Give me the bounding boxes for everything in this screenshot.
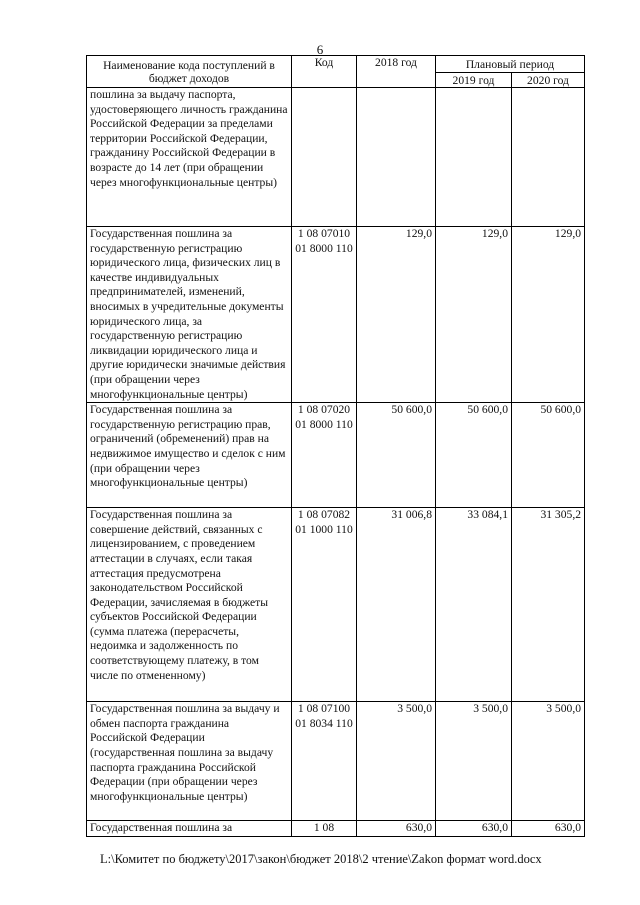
row-name: Государственная пошлина за выдачу и обмен паспорта гражданина Российской Федерации (государственная пошлина за выдачу паспорта гражданина Российской Федерации (при обращении через многофункциональные центры) [87, 702, 292, 821]
row-name: Государственная пошлина за совершение действий, связанных с лицензированием, с проведением аттестации в случаях, если такая аттестация предусмотрена законодательством Российской Федерации, зачисляемая в бюджеты субъектов Российской Федерации (сумма платежа (перерасчеты, недоимка и задолженность по соответствующему платежу, в том числе по отмененному) [87, 508, 292, 702]
row-2020 [512, 88, 585, 227]
row-2018: 31 006,8 [357, 508, 436, 702]
row-name: пошлина за выдачу паспорта, удостоверяющего личность гражданина Российской Федерации за пределами территории Российской Федерации, гражданину Российской Федерации в возрасте до 14 лет (при обращении через многофункциональные центры) [87, 88, 292, 227]
row-2020: 3 500,0 [512, 702, 585, 821]
header-planned-period: Плановый период [436, 56, 585, 73]
row-2018: 3 500,0 [357, 702, 436, 821]
row-2020: 630,0 [512, 821, 585, 837]
table-row [87, 821, 585, 837]
table-row [87, 403, 585, 508]
row-code: 1 08 07082 01 1000 110 [292, 508, 357, 702]
header-code: Код [292, 56, 357, 88]
row-code: 1 08 07020 01 8000 110 [292, 403, 357, 508]
row-2020: 31 305,2 [512, 508, 585, 702]
row-2018: 630,0 [357, 821, 436, 837]
row-code: 1 08 [292, 821, 357, 837]
row-2018 [357, 88, 436, 227]
header-2019: 2019 год [436, 73, 512, 88]
file-path-footer: L:\Комитет по бюджету\2017\закон\бюджет 2018\2 чтение\Zakon формат word.docx [100, 852, 542, 866]
row-2020: 50 600,0 [512, 403, 585, 508]
header-2020: 2020 год [512, 73, 585, 88]
row-2019: 129,0 [436, 227, 512, 403]
row-2019: 33 084,1 [436, 508, 512, 702]
row-2018: 50 600,0 [357, 403, 436, 508]
table-row [87, 227, 585, 403]
row-name: Государственная пошлина за [87, 821, 292, 837]
page-number: 6 [316, 42, 324, 57]
row-2019 [436, 88, 512, 227]
table-row [87, 508, 585, 702]
row-code: 1 08 07100 01 8034 110 [292, 702, 357, 821]
row-code [292, 88, 357, 227]
row-code: 1 08 07010 01 8000 110 [292, 227, 357, 403]
row-2019: 3 500,0 [436, 702, 512, 821]
row-2019: 50 600,0 [436, 403, 512, 508]
table-row [87, 88, 585, 227]
row-name: Государственная пошлина за государственную регистрацию юридического лица, физических лиц в качестве индивидуальных предпринимателей, изменений, вносимых в учредительные документы юридического лица, за государственную регистрацию ликвидации юридического лица и другие юридически значимые действия (при обращении через многофункциональные центры) [87, 227, 292, 403]
row-2020: 129,0 [512, 227, 585, 403]
row-2018: 129,0 [357, 227, 436, 403]
header-name: Наименование кода поступлений в бюджет доходов [87, 56, 292, 88]
table-row [87, 702, 585, 821]
row-2019: 630,0 [436, 821, 512, 837]
revenue-table [86, 55, 585, 837]
row-name: Государственная пошлина за государственную регистрацию прав, ограничений (обременений) прав на недвижимое имущество и сделок с ним (при обращении через многофункциональные центры) [87, 403, 292, 508]
header-2018: 2018 год [357, 56, 436, 88]
